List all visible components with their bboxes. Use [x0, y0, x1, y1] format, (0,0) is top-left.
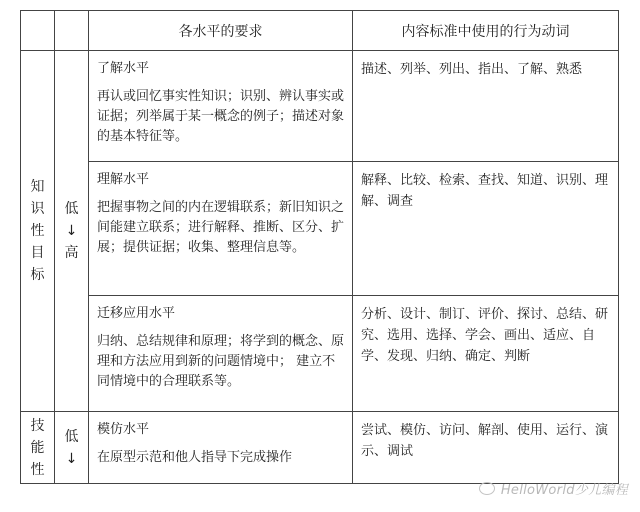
header-empty-cell: [55, 11, 89, 51]
level-title: 了解水平: [97, 61, 150, 76]
requirement-cell: [89, 412, 353, 484]
level-arrow-text: 低 ↓ 高: [64, 201, 79, 261]
verbs-cell: [353, 51, 619, 162]
watermark-text: HelloWorld少儿编程: [500, 483, 628, 498]
requirement-cell: [89, 51, 353, 162]
level-title: 理解水平: [97, 172, 150, 187]
header-empty-cell: [21, 11, 55, 51]
verbs-text: 分析、设计、制订、评价、探讨、总结、研究、选用、选择、学会、画出、适应、自学、发现、归纳、确定、判断: [361, 307, 609, 364]
requirement-cell: [89, 296, 353, 412]
verbs-text: 描述、列举、列出、指出、了解、熟悉: [361, 62, 583, 77]
verbs-cell: [353, 296, 619, 412]
level-title: 模仿水平: [97, 422, 150, 437]
level-arrow-text: 低 ↓: [64, 428, 79, 467]
level-description: 再认或回忆事实性知识；识别、辨认事实或证据；列举属于某一概念的例子；描述对象的基本特征等。: [97, 89, 345, 144]
watermark: [479, 479, 628, 498]
knowledge-category-label: [21, 51, 55, 412]
verb-standard-table: [20, 10, 619, 484]
verbs-cell: [353, 162, 619, 296]
skill-level-indicator: [55, 412, 89, 484]
verbs-text: 解释、比较、检索、查找、知道、识别、理解、调查: [361, 173, 609, 209]
wechat-icon: [479, 482, 495, 495]
knowledge-category-text: 知 识 性 目 标: [30, 179, 45, 283]
table-row: [21, 412, 619, 484]
header-requirements: 各水平的要求: [89, 11, 353, 51]
level-description: 把握事物之间的内在逻辑联系；新旧知识之间能建立联系；进行解释、推断、区分、扩展；提供证据；收集、整理信息等。: [97, 200, 345, 255]
table-row: [21, 162, 619, 296]
verbs-text: 尝试、模仿、访问、解剖、使用、运行、演示、调试: [361, 423, 609, 459]
level-description: 在原型示范和他人指导下完成操作: [97, 450, 293, 465]
level-description: 归纳、总结规律和原理；将学到的概念、原理和方法应用到新的问题情境中； 建立不同情境中的合理联系等。: [97, 334, 345, 389]
header-row: [21, 11, 619, 51]
requirement-cell: [89, 162, 353, 296]
table-row: [21, 51, 619, 162]
header-verbs: 内容标准中使用的行为动词: [353, 11, 619, 51]
table-row: [21, 296, 619, 412]
skill-category-text: 技 能 性: [30, 417, 45, 478]
knowledge-level-indicator: [55, 51, 89, 412]
level-title: 迁移应用水平: [97, 306, 176, 321]
skill-category-label: [21, 412, 55, 484]
verbs-cell: [353, 412, 619, 484]
